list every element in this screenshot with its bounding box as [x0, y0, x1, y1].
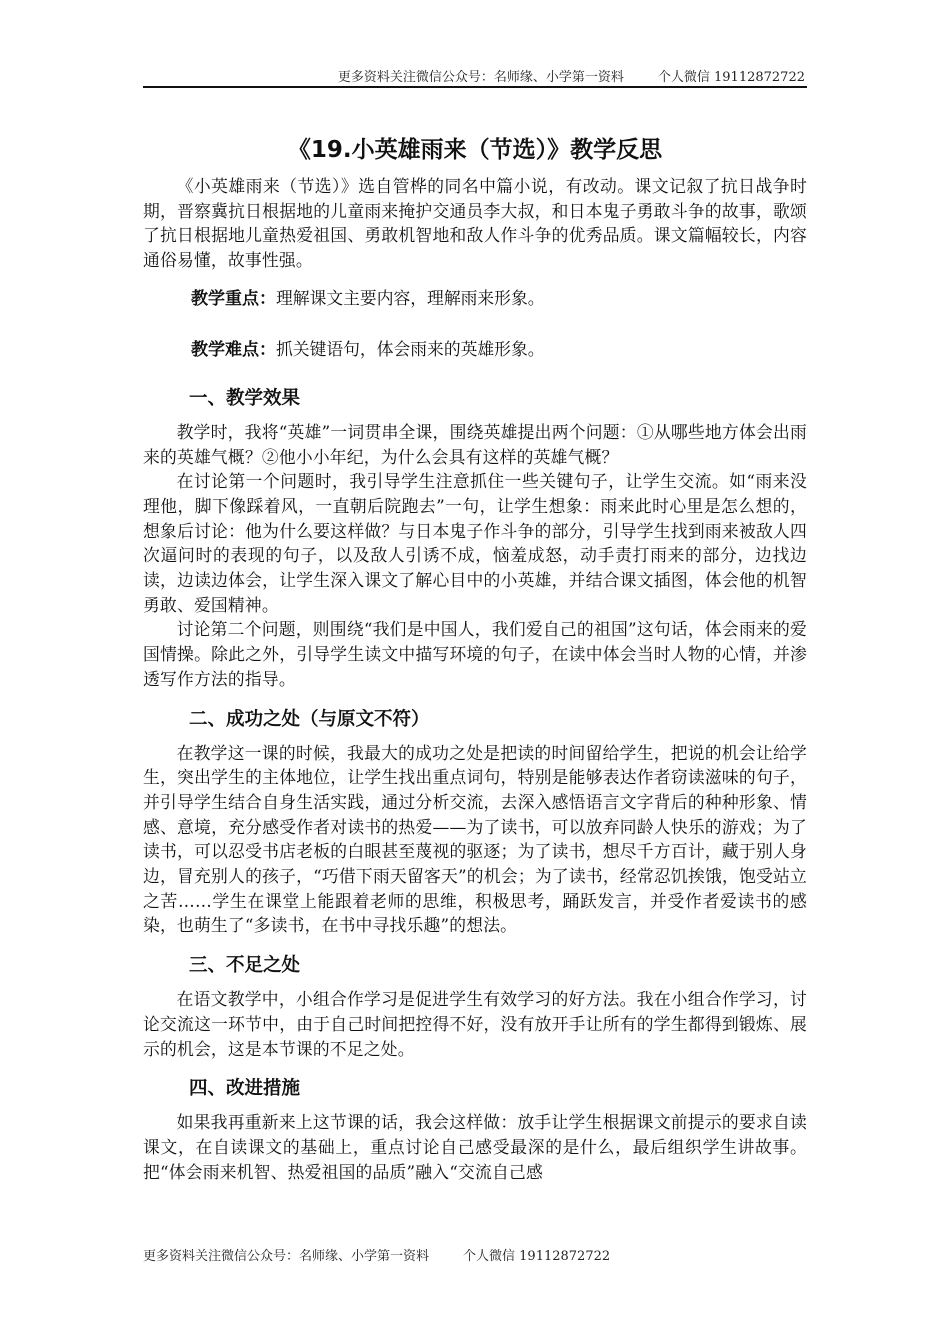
section-heading-teaching-effect: 一、教学效果 [189, 387, 301, 409]
footer-source-text: 更多资料关注微信公众号：名师缘、小学第一资料 [143, 1249, 430, 1264]
footer-contact-text: 个人微信 19112872722 [463, 1249, 611, 1264]
section-paragraph: 讨论第二个问题，则围绕“我们是中国人，我们爱自己的祖国”这句话，体会雨来的爱国情操。除此之外，引导学生读文中描写环境的句子，在读中体会当时人物的心情，并渗透写作方法的指导。 [143, 619, 807, 689]
section-paragraph: 教学时，我将“英雄”一词贯串全课，围绕英雄提出两个问题：①从哪些地方体会出雨来的英雄气概？②他小小年纪，为什么会具有这样的英雄气概？ [143, 421, 807, 467]
section-heading-success: 二、成功之处（与原文不符） [189, 708, 430, 730]
intro-paragraph: 《小英雄雨来（节选）》选自管桦的同名中篇小说，有改动。课文记叙了抗日战争时期，晋察冀抗日根据地的儿童雨来掩护交通员李大叔，和日本鬼子勇敢斗争的故事，歌颂了抗日根据地儿童热爱祖国、勇敢机智地和敌人作斗争的优秀品质。课文篇幅较长，内容通俗易懂，故事性强。 [143, 176, 807, 271]
section-heading-shortcomings: 三、不足之处 [189, 955, 301, 977]
key-point-label: 教学重点： [191, 288, 276, 309]
section-heading-improvements: 四、改进措施 [189, 1078, 301, 1100]
section-paragraph: 在讨论第一个问题时，我引导学生注意抓住一些关键句子，让学生交流。如“雨来没理他，脚下像踩着风，一直朝后院跑去”一句，让学生想象：雨来此时心里是怎么想的，想象后讨论：他为什么要这样做？与日本鬼子作斗争的部分，引导学生找到雨来被敌人四次逼问时的表现的句子，以及敌人引诱不成，恼羞成怒，动手责打雨来的部分，边找边读，边读边体会，让学生深入课文了解心目中的小英雄，并结合课文插图，体会他的机智勇敢、爱国精神。 [143, 471, 807, 615]
header-contact-text: 个人微信 19112872722 [657, 70, 805, 85]
section-paragraph: 在语文教学中，小组合作学习是促进学生有效学习的好方法。我在小组合作学习，讨论交流这一环节中，由于自己时间把控得不好，没有放开手让所有的学生都得到锻炼、展示的机会，这是本节课的不足之处。 [143, 989, 807, 1059]
difficulty-text: 抓关键语句，体会雨来的英雄形象。 [276, 338, 545, 359]
key-point-text: 理解课文主要内容，理解雨来形象。 [276, 287, 545, 308]
difficulty-label: 教学难点： [191, 339, 276, 360]
header-divider [143, 86, 807, 88]
section-paragraph: 在教学这一课的时候，我最大的成功之处是把读的时间留给学生，把说的机会让给学生，突出学生的主体地位，让学生找出重点词句，特别是能够表达作者窃读滋味的句子，并引导学生结合自身生活实践，通过分析交流，去深入感悟语言文字背后的种种形象、情感、意境，充分感受作者对读书的热爱——为了读书，可以放弃同龄人快乐的游戏；为了读书，可以忍受书店老板的白眼甚至蔑视的驱逐；为了读书，想尽千方百计，藏于别人身边，冒充别人的孩子，“巧借下雨天留客天”的机会；为了读书，经常忍饥挨饿，饱受站立之苦……学生在课堂上能跟着老师的思维，积极思考，踊跃发言，并受作者爱读书的感染，也萌生了“多读书，在书中寻找乐趣”的想法。 [143, 742, 807, 936]
page-header [338, 66, 805, 85]
difficulty-point [143, 336, 807, 363]
header-source-text: 更多资料关注微信公众号：名师缘、小学第一资料 [337, 70, 624, 85]
document-title: 《19.小英雄雨来（节选）》教学反思 [287, 137, 663, 163]
document-body [143, 134, 807, 1184]
key-point [143, 285, 807, 312]
section-paragraph: 如果我再重新来上这节课的话，我会这样做：放手让学生根据课文前提示的要求自读课文，在自读课文的基础上，重点讨论自己感受最深的是什么，最后组织学生讲故事。把“体会雨来机智、热爱祖国的品质”融入“交流自己感 [143, 1112, 807, 1182]
page-footer [143, 1245, 610, 1264]
